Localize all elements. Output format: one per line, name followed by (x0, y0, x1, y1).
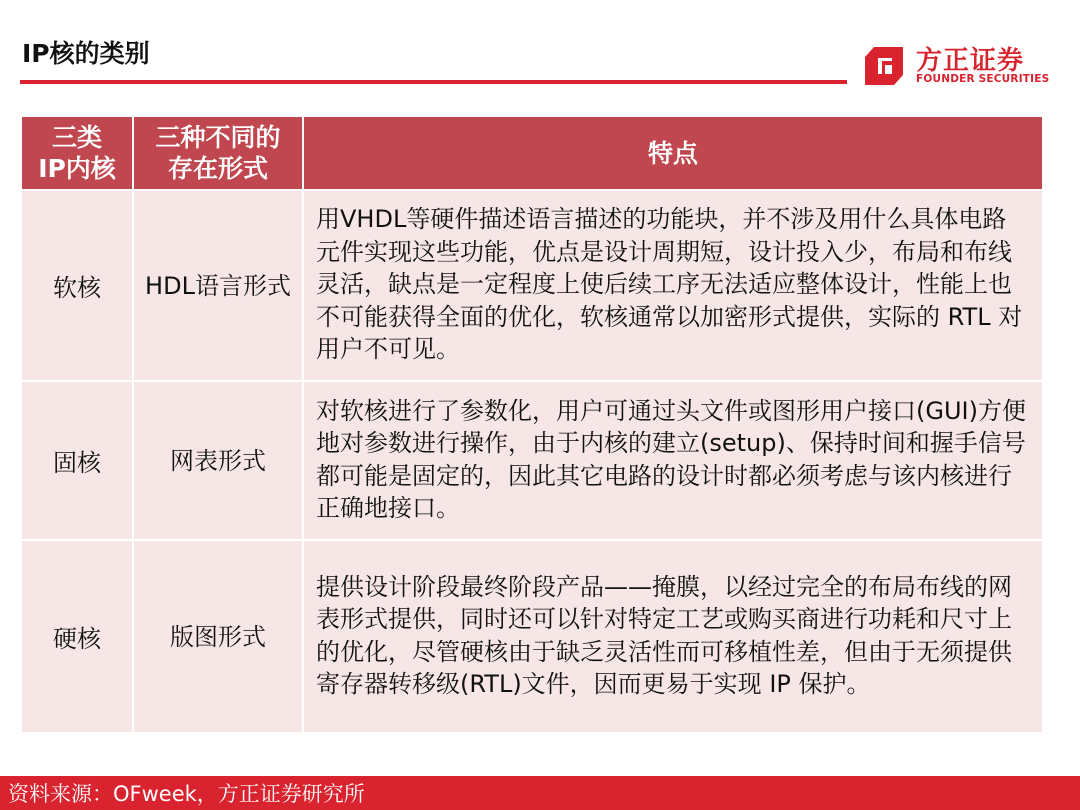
header-category (21, 116, 133, 190)
table-row-firm-core (21, 381, 1043, 540)
brand-name-en: FOUNDER SECURITIES (916, 73, 1050, 85)
table-row-hard-core (21, 540, 1043, 733)
cell-form: HDL语言形式 (133, 190, 303, 381)
ip-core-table (20, 115, 1044, 734)
cell-form: 版图形式 (133, 540, 303, 733)
cell-features: 对软核进行了参数化，用户可通过头文件或图形用户接口(GUI)方便地对参数进行操作，由于内核的建立(setup)、保持时间和握手信号都可能是固定的，因此其它电路的设计时都必须考虑与该内核进行正确地接口。 (303, 381, 1043, 540)
header-line: 三种不同的 (155, 123, 281, 152)
title-divider (20, 80, 847, 84)
cell-features: 提供设计阶段最终阶段产品——掩膜，以经过完全的布局布线的网表形式提供，同时还可以针对特定工艺或购买商进行功耗和尺寸上的优化，尽管硬核由于缺乏灵活性而可移植性差，但由于无须提供寄存器转移级(RTL)文件，因而更易于实现 IP 保护。 (303, 540, 1043, 733)
header-line: IP内核 (38, 154, 116, 183)
header-features: 特点 (303, 116, 1043, 190)
founder-logo-icon (862, 44, 906, 88)
table-header-row (21, 116, 1043, 190)
brand-name-cn: 方正证券 (916, 46, 1025, 76)
cell-category: 软核 (21, 190, 133, 381)
cell-form: 网表形式 (133, 381, 303, 540)
header-line: 存在形式 (167, 154, 268, 183)
page-title: IP核的类别 (22, 39, 150, 68)
cell-category: 固核 (21, 381, 133, 540)
source-note: 资料来源：OFweek，方正证券研究所 (8, 782, 365, 806)
header-form (133, 116, 303, 190)
header-line: 三类 (51, 123, 102, 152)
cell-features: 用VHDL等硬件描述语言描述的功能块，并不涉及用什么具体电路元件实现这些功能，优点是设计周期短，设计投入少，布局和布线灵活，缺点是一定程度上使后续工序无法适应整体设计，性能上也不可能获得全面的优化，软核通常以加密形式提供，实际的 RTL 对用户不可见。 (303, 190, 1043, 381)
cell-category: 硬核 (21, 540, 133, 733)
table-row-soft-core (21, 190, 1043, 381)
brand-logo (862, 40, 1052, 92)
